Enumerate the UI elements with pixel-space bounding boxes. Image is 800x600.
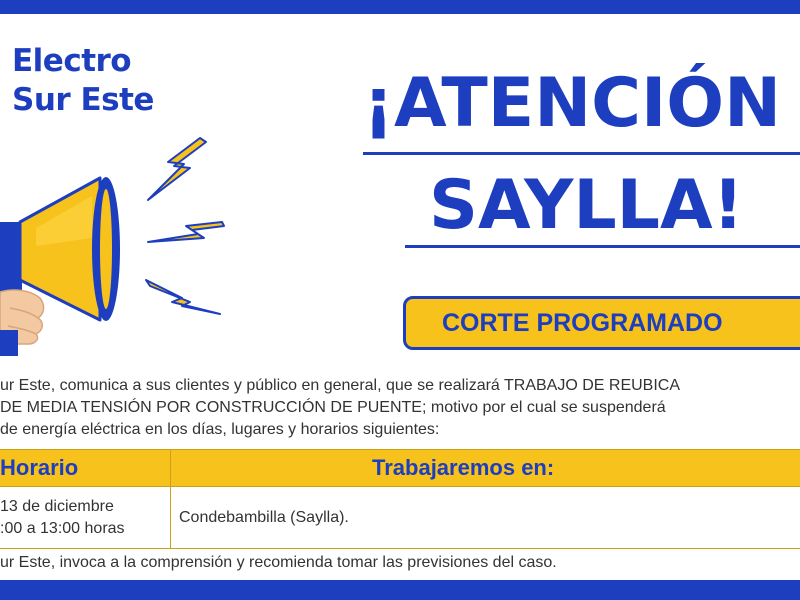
cell-hours: :00 a 13:00 horas [0,520,125,537]
corte-programado-banner: CORTE PROGRAMADO [403,296,800,350]
megaphone-illustration [0,130,230,360]
headline-line-2: SAYLLA! [429,166,744,245]
logo-line-1: Electro [12,43,132,79]
intro-paragraph [0,375,800,445]
cell-date: 13 de diciembre [0,498,114,515]
company-logo [12,42,154,120]
lightning-icon [148,138,206,200]
closing-text: ur Este, invoca a la comprensión y recomienda tomar las previsiones del caso. [0,554,557,571]
intro-line-3: de energía eléctrica en los días, lugares y horarios siguientes: [0,421,440,438]
lightning-icon [146,280,220,314]
column-divider [170,449,171,549]
schedule-table [0,449,800,549]
headline-line-1: ¡ATENCIÓN [363,64,782,143]
top-border-bar [0,0,800,14]
header-location: Trabajaremos en: [372,455,555,480]
logo-line-2: Sur Este [12,82,154,118]
headline-underline-2 [405,245,800,248]
bottom-border-bar [0,580,800,600]
cell-location: Condebambilla (Saylla). [179,509,349,526]
lightning-icon [148,222,224,242]
cell-horario [0,496,125,540]
table-row-divider [0,548,800,549]
headline-underline-1 [363,152,800,155]
header-horario: Horario [0,455,79,480]
intro-line-1: ur Este, comunica a sus clientes y público en general, que se realizará TRABAJO DE REUBICA [0,377,681,394]
megaphone-icon [0,177,120,356]
intro-line-2: DE MEDIA TENSIÓN POR CONSTRUCCIÓN DE PUENTE; motivo por el cual se suspenderá [0,399,666,416]
